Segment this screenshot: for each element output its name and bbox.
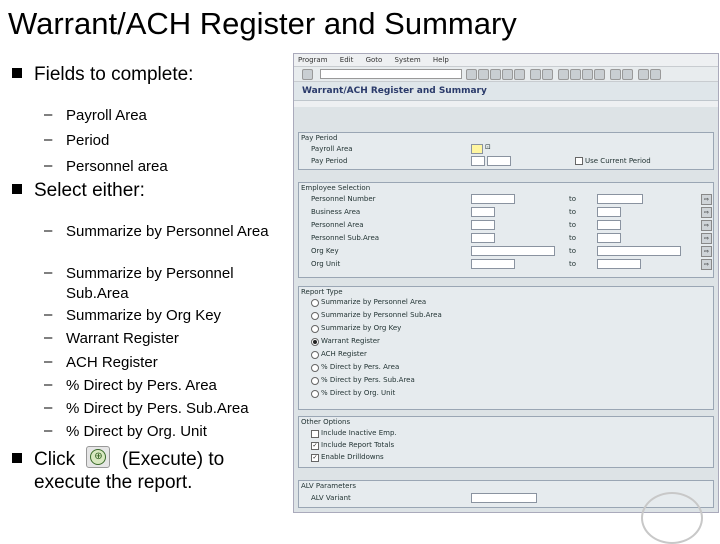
- multiple-selection-icon[interactable]: ⇨: [701, 246, 712, 257]
- to-label: to: [569, 208, 577, 216]
- menu-help[interactable]: Help: [432, 56, 449, 64]
- enter-icon[interactable]: [302, 69, 313, 80]
- cancel-icon[interactable]: [502, 69, 513, 80]
- radio-direct-pers-subarea[interactable]: [311, 377, 319, 385]
- include-totals-checkbox[interactable]: ✓: [312, 442, 318, 449]
- label-personnel-subarea: Personnel Sub.Area: [311, 234, 380, 242]
- label-personnel-area: Personnel Area: [311, 221, 364, 229]
- payroll-area-input[interactable]: [471, 144, 483, 154]
- option-item: – ACH Register: [44, 353, 158, 371]
- field-item-period: – Period: [44, 131, 110, 149]
- enable-drilldowns-checkbox[interactable]: ✓: [312, 454, 318, 461]
- period-input[interactable]: [471, 156, 485, 166]
- label-payroll-area: Payroll Area: [311, 145, 353, 153]
- personnel-area-from[interactable]: [471, 220, 495, 230]
- menu-system[interactable]: System: [394, 56, 421, 64]
- click-instruction: Click ⊕ (Execute) to: [12, 446, 224, 471]
- org-unit-to[interactable]: [597, 259, 641, 269]
- option-item: – Warrant Register: [44, 329, 179, 347]
- command-field[interactable]: [320, 69, 462, 79]
- personnel-number-from[interactable]: [471, 194, 515, 204]
- menu-program[interactable]: Program: [298, 56, 328, 64]
- to-label: to: [569, 234, 577, 242]
- find-icon[interactable]: [530, 69, 541, 80]
- label-org-unit: Org Unit: [311, 260, 341, 268]
- radio-label: % Direct by Org. Unit: [321, 389, 396, 397]
- org-key-from[interactable]: [471, 246, 555, 256]
- group-title: Report Type: [301, 288, 343, 296]
- radio-label: % Direct by Pers. Sub.Area: [321, 376, 415, 384]
- radio-label: Summarize by Org Key: [321, 324, 402, 332]
- group-title: Other Options: [301, 418, 351, 426]
- fields-heading: Fields to complete:: [12, 64, 193, 86]
- include-inactive-checkbox[interactable]: [311, 430, 319, 438]
- multiple-selection-icon[interactable]: ⇨: [701, 207, 712, 218]
- click-instruction-line2: execute the report.: [34, 472, 193, 493]
- radio-ach-register[interactable]: [311, 351, 319, 359]
- sap-window: [293, 53, 719, 513]
- shortcut-icon[interactable]: [622, 69, 633, 80]
- next-page-icon[interactable]: [582, 69, 593, 80]
- personnel-subarea-from[interactable]: [471, 233, 495, 243]
- radio-warrant-register[interactable]: [311, 338, 319, 346]
- business-area-to[interactable]: [597, 207, 621, 217]
- multiple-selection-icon[interactable]: ⇨: [701, 194, 712, 205]
- radio-summarize-pers-area[interactable]: [311, 299, 319, 307]
- radio-label: Warrant Register: [321, 337, 380, 345]
- bullet-square-icon: [12, 184, 22, 194]
- option-item: – % Direct by Pers. Area: [44, 376, 217, 394]
- label-alv-variant: ALV Variant: [311, 494, 351, 502]
- personnel-number-to[interactable]: [597, 194, 643, 204]
- match-code-icon[interactable]: ⊡: [485, 143, 491, 151]
- menu-edit[interactable]: Edit: [339, 56, 354, 64]
- option-item: – Summarize by Personnel Area: [44, 222, 269, 240]
- layout-icon[interactable]: [650, 69, 661, 80]
- first-page-icon[interactable]: [558, 69, 569, 80]
- group-title: ALV Parameters: [301, 482, 356, 490]
- option-item: – % Direct by Org. Unit: [44, 422, 207, 440]
- org-unit-from[interactable]: [471, 259, 515, 269]
- last-page-icon[interactable]: [594, 69, 605, 80]
- checkbox-label: Enable Drilldowns: [321, 453, 384, 461]
- period-year-input[interactable]: [487, 156, 511, 166]
- business-area-from[interactable]: [471, 207, 495, 217]
- group-pay-period: [298, 132, 714, 170]
- radio-label: Summarize by Personnel Sub.Area: [321, 311, 442, 319]
- radio-summarize-org-key[interactable]: [311, 325, 319, 333]
- radio-direct-pers-area[interactable]: [311, 364, 319, 372]
- option-item: – % Direct by Pers. Sub.Area: [44, 399, 249, 417]
- save-icon[interactable]: [466, 69, 477, 80]
- select-heading: Select either:: [12, 180, 145, 202]
- new-session-icon[interactable]: [610, 69, 621, 80]
- radio-label: ACH Register: [321, 350, 367, 358]
- checkbox-label: Include Report Totals: [321, 441, 395, 449]
- to-label: to: [569, 260, 577, 268]
- radio-label: Summarize by Personnel Area: [321, 298, 427, 306]
- label-personnel-number: Personnel Number: [311, 195, 376, 203]
- to-label: to: [569, 247, 577, 255]
- personnel-subarea-to[interactable]: [597, 233, 621, 243]
- label-use-current-period: Use Current Period: [585, 157, 651, 165]
- alv-variant-input[interactable]: [471, 493, 537, 503]
- checkbox-label: Include Inactive Emp.: [321, 429, 397, 437]
- group-employee-selection: [298, 182, 714, 278]
- radio-direct-org-unit[interactable]: [311, 390, 319, 398]
- field-item-personnel-area: – Personnel area: [44, 157, 168, 175]
- option-item: – Summarize by Personnel Sub.Area: [44, 264, 234, 302]
- personnel-area-to[interactable]: [597, 220, 621, 230]
- multiple-selection-icon[interactable]: ⇨: [701, 259, 712, 270]
- help-icon[interactable]: [638, 69, 649, 80]
- group-title: Pay Period: [301, 134, 338, 142]
- sap-screen-title: Warrant/ACH Register and Summary: [294, 82, 718, 101]
- radio-summarize-pers-subarea[interactable]: [311, 312, 319, 320]
- back-icon[interactable]: [478, 69, 489, 80]
- label-business-area: Business Area: [311, 208, 361, 216]
- option-item: – Summarize by Org Key: [44, 306, 222, 324]
- multiple-selection-icon[interactable]: ⇨: [701, 233, 712, 244]
- label-pay-period: Pay Period: [311, 157, 348, 165]
- bullet-square-icon: [12, 68, 22, 78]
- sap-toolbar: [294, 66, 718, 82]
- multiple-selection-icon[interactable]: ⇨: [701, 220, 712, 231]
- execute-icon: ⊕: [86, 446, 110, 468]
- radio-label: % Direct by Pers. Area: [321, 363, 400, 371]
- label-org-key: Org Key: [311, 247, 339, 255]
- to-label: to: [569, 221, 577, 229]
- prev-page-icon[interactable]: [570, 69, 581, 80]
- use-current-period-checkbox[interactable]: [575, 157, 583, 165]
- org-key-to[interactable]: [597, 246, 681, 256]
- bullet-square-icon: [12, 453, 22, 463]
- seal-watermark: [641, 492, 703, 544]
- sap-menubar: [294, 54, 718, 66]
- to-label: to: [569, 195, 577, 203]
- exit-icon[interactable]: [490, 69, 501, 80]
- group-other-options: [298, 416, 714, 468]
- application-toolbar: [294, 101, 718, 107]
- print-icon[interactable]: [514, 69, 525, 80]
- group-title: Employee Selection: [301, 184, 371, 192]
- find-next-icon[interactable]: [542, 69, 553, 80]
- field-item-payroll-area: – Payroll Area: [44, 106, 147, 124]
- menu-goto[interactable]: Goto: [365, 56, 383, 64]
- group-report-type: [298, 286, 714, 410]
- slide-title: Warrant/ACH Register and Summary: [8, 6, 517, 41]
